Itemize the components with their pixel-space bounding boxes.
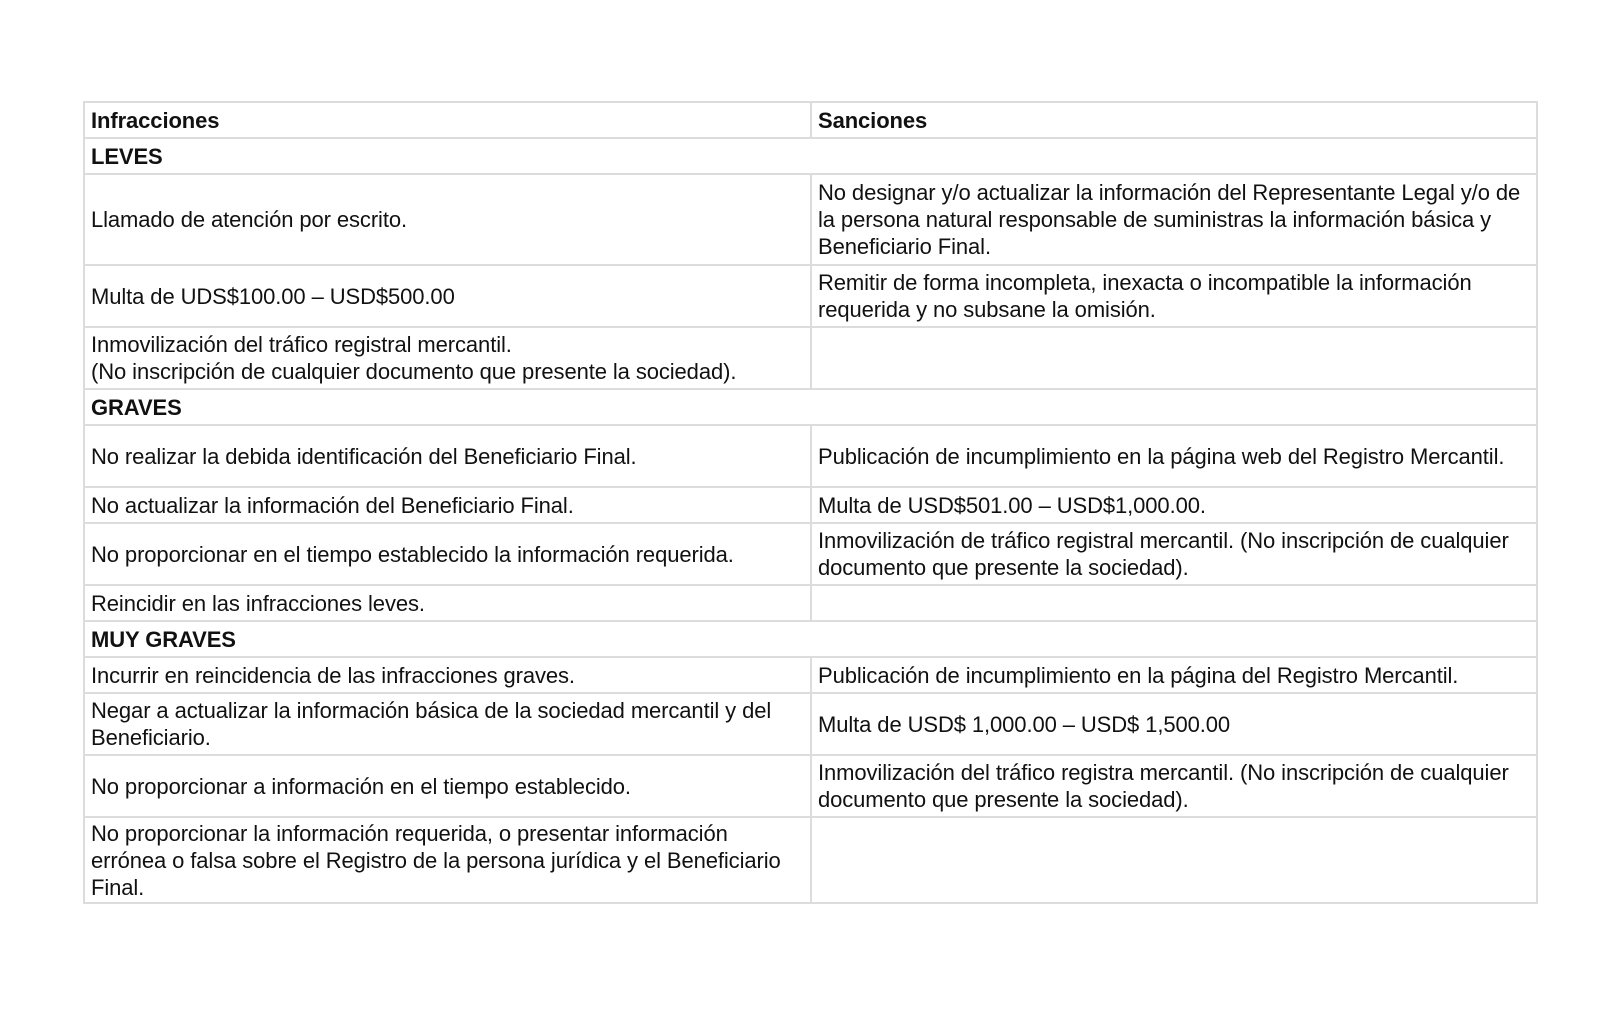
table-row	[84, 657, 1537, 693]
section-title: LEVES	[84, 138, 1537, 174]
sancion-cell: No designar y/o actualizar la información del Representante Legal y/o de la persona natural responsable de suministras la información básica y Beneficiario Final.	[811, 174, 1537, 265]
infraccion-cell: Negar a actualizar la información básica de la sociedad mercantil y del Beneficiario.	[84, 693, 811, 755]
header-infracciones: Infracciones	[84, 102, 811, 138]
infraccion-cell: No proporcionar la información requerida, o presentar información errónea o falsa sobre el Registro de la persona jurídica y el Beneficiario Final.	[84, 817, 811, 903]
infraccion-cell	[84, 327, 811, 389]
infractions-sanctions-table	[83, 101, 1538, 904]
infraccion-cell: No actualizar la información del Beneficiario Final.	[84, 487, 811, 523]
infraccion-line: Inmovilización del tráfico registral mercantil.	[91, 332, 512, 357]
sancion-cell: Multa de USD$501.00 – USD$1,000.00.	[811, 487, 1537, 523]
sancion-cell: Publicación de incumplimiento en la página web del Registro Mercantil.	[811, 425, 1537, 487]
sancion-cell: Publicación de incumplimiento en la página del Registro Mercantil.	[811, 657, 1537, 693]
section-title: GRAVES	[84, 389, 1537, 425]
sancion-cell	[811, 817, 1537, 903]
section-row-leves	[84, 138, 1537, 174]
section-row-graves	[84, 389, 1537, 425]
sancion-cell	[811, 585, 1537, 621]
infraccion-cell: No realizar la debida identificación del Beneficiario Final.	[84, 425, 811, 487]
table-row	[84, 265, 1537, 327]
table-row	[84, 755, 1537, 817]
section-title: MUY GRAVES	[84, 621, 1537, 657]
infraccion-cell: Multa de UDS$100.00 – USD$500.00	[84, 265, 811, 327]
table-header-row	[84, 102, 1537, 138]
infraccion-cell: Incurrir en reincidencia de las infracciones graves.	[84, 657, 811, 693]
table-row	[84, 487, 1537, 523]
table-row	[84, 585, 1537, 621]
header-sanciones: Sanciones	[811, 102, 1537, 138]
infraccion-line: (No inscripción de cualquier documento que presente la sociedad).	[91, 359, 737, 384]
infraccion-cell: Reincidir en las infracciones leves.	[84, 585, 811, 621]
section-row-muy-graves	[84, 621, 1537, 657]
table-row	[84, 327, 1537, 389]
infraccion-cell: No proporcionar a información en el tiempo establecido.	[84, 755, 811, 817]
sancion-cell: Inmovilización de tráfico registral mercantil. (No inscripción de cualquier documento que presente la sociedad).	[811, 523, 1537, 585]
table-row	[84, 693, 1537, 755]
sancion-cell: Inmovilización del tráfico registra mercantil. (No inscripción de cualquier documento que presente la sociedad).	[811, 755, 1537, 817]
table-row	[84, 174, 1537, 265]
table-row	[84, 817, 1537, 903]
infraccion-cell: No proporcionar en el tiempo establecido la información requerida.	[84, 523, 811, 585]
sancion-cell	[811, 327, 1537, 389]
table-row	[84, 425, 1537, 487]
table-row	[84, 523, 1537, 585]
sancion-cell: Multa de USD$ 1,000.00 – USD$ 1,500.00	[811, 693, 1537, 755]
infraccion-cell: Llamado de atención por escrito.	[84, 174, 811, 265]
sancion-cell: Remitir de forma incompleta, inexacta o incompatible la información requerida y no subsane la omisión.	[811, 265, 1537, 327]
